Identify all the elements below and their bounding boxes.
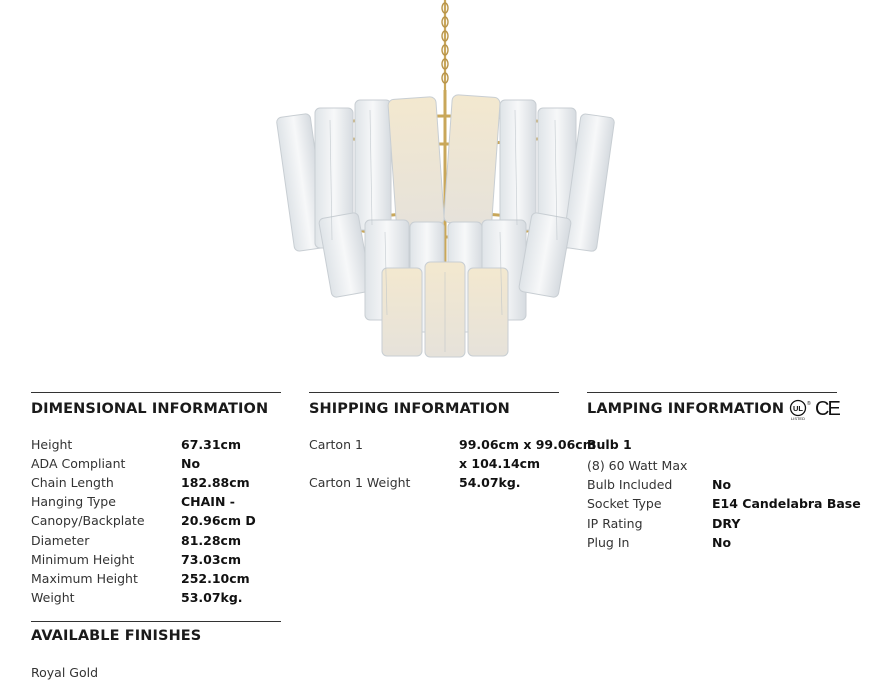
lamping-label: Plug In (587, 534, 630, 550)
dimension-value: 73.03cm (181, 551, 241, 567)
svg-text:®: ® (807, 401, 811, 407)
dimension-value: 67.31cm (181, 437, 241, 452)
dimension-label: Canopy/Backplate (31, 513, 145, 529)
dimension-label: ADA Compliant (31, 456, 126, 472)
bulb-description: (8) 60 Watt Max (587, 458, 688, 473)
lamping-value: DRY (712, 515, 741, 531)
dimensional-heading: DIMENSIONAL INFORMATION (31, 401, 269, 417)
lamping-divider (587, 392, 837, 393)
dimension-label: Chain Length (31, 475, 114, 491)
dimension-value: 53.07kg. (181, 589, 243, 605)
bulb-title: Bulb 1 (587, 437, 632, 452)
finishes-section (31, 621, 281, 644)
carton-dimensions-line1: 99.06cm x 99.06cm (459, 437, 596, 452)
lamping-label: IP Rating (587, 515, 643, 531)
dimension-label: Hanging Type (31, 494, 116, 510)
chandelier-image (270, 0, 620, 362)
lamping-label: Bulb Included (587, 477, 673, 492)
carton-dimensions-line2: x 104.14cm (459, 456, 541, 471)
dimensional-divider (31, 392, 281, 393)
finish-item-label: Royal Gold (31, 665, 99, 680)
lamping-value: E14 Candelabra Base (712, 496, 861, 512)
shipping-heading: SHIPPING INFORMATION (309, 401, 510, 417)
ul-listed-icon (787, 399, 813, 421)
shipping-divider (309, 392, 559, 393)
dimension-label: Maximum Height (31, 570, 138, 586)
dimension-value: 20.96cm D (181, 513, 256, 529)
finishes-divider (31, 621, 281, 622)
dimension-label: Weight (31, 589, 75, 605)
dimension-value: 81.28cm (181, 532, 241, 548)
lamping-heading: LAMPING INFORMATION (587, 401, 785, 417)
dimension-label: Height (31, 437, 73, 452)
dimensional-section (31, 392, 281, 417)
ul-listed-text: LISTED (790, 416, 806, 421)
finishes-heading: AVAILABLE FINISHES (31, 628, 202, 644)
lamping-label: Socket Type (587, 496, 662, 512)
carton-weight-value: 54.07kg. (459, 475, 521, 490)
ul-mark-text: UL (793, 404, 803, 413)
dimension-value: CHAIN - (181, 494, 235, 510)
dimension-label: Diameter (31, 532, 90, 548)
dimension-value: 252.10cm (181, 570, 250, 586)
carton-weight-label: Carton 1 Weight (309, 475, 411, 490)
dimension-label: Minimum Height (31, 551, 135, 567)
shipping-section (309, 392, 559, 417)
lamping-value: No (712, 477, 732, 492)
dimension-value: 182.88cm (181, 475, 250, 491)
dimension-value: No (181, 456, 201, 472)
lamping-value: No (712, 534, 732, 550)
ce-mark-icon: CE (815, 398, 839, 420)
carton-label: Carton 1 (309, 437, 363, 452)
